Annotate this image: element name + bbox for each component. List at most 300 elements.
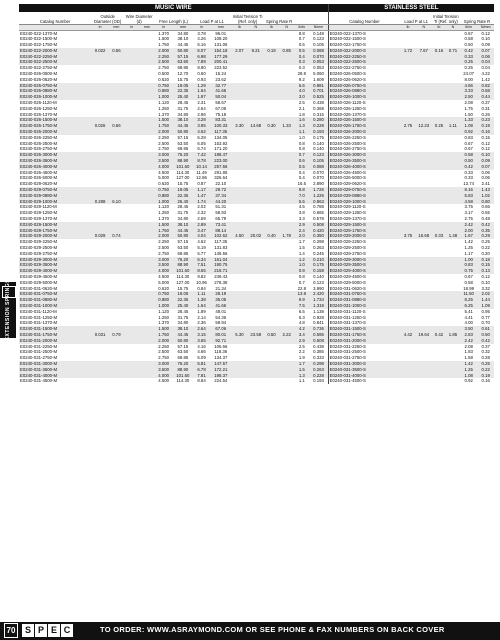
table-cell: 0.245 bbox=[313, 250, 324, 256]
table-cell: 3.30 bbox=[231, 123, 247, 129]
table-cell: 0.19 bbox=[477, 373, 494, 379]
table-cell: 0.298 bbox=[313, 239, 324, 245]
table-cell: 67.06 bbox=[210, 326, 231, 332]
table-cell: 1.500 bbox=[154, 222, 173, 228]
table-cell: 0.87 bbox=[197, 181, 206, 187]
table-cell bbox=[432, 378, 446, 384]
table-cell: 1.000 bbox=[154, 303, 173, 309]
unit-cell: N/mm bbox=[309, 25, 328, 31]
table-cell: 5.6 bbox=[294, 83, 309, 89]
table-cell: E0240-031-0620-M bbox=[20, 285, 58, 291]
table-cell: 1.67 bbox=[460, 233, 478, 239]
table-cell: 5.060 bbox=[313, 71, 324, 77]
col-wire-diameter: Wire Diameter (d) bbox=[125, 14, 153, 24]
table-cell: 1.370 bbox=[158, 111, 169, 117]
table-cell: E0240-031-3000-S bbox=[328, 361, 400, 367]
table-cell: 11.50 bbox=[460, 291, 478, 297]
table-cell: 6.25 bbox=[460, 303, 478, 309]
table-cell: E0240-022-2500-M bbox=[19, 59, 91, 65]
table-cell: E0240-026-0620-M bbox=[20, 76, 58, 82]
spec-logo bbox=[22, 624, 73, 637]
table-cell: 1.72 bbox=[400, 48, 415, 54]
table-cell: 102.62 bbox=[210, 233, 231, 239]
table-cell: 1.750 bbox=[154, 228, 173, 234]
spring-spec-table bbox=[19, 4, 494, 384]
table-cell: 0.12 bbox=[481, 273, 490, 279]
table-cell: E0240-022-1500-M bbox=[20, 36, 58, 42]
table-cell: 76.20 bbox=[173, 257, 193, 263]
table-cell: 22.35 bbox=[173, 88, 193, 94]
table-cell: 57.15 bbox=[173, 54, 193, 60]
table-cell: 0.28 bbox=[481, 355, 490, 361]
table-cell: 4.5 bbox=[298, 204, 305, 210]
table-cell: 28.19 bbox=[210, 291, 231, 297]
table-cell: 0.070 bbox=[313, 169, 324, 175]
table-cell: 2.250 bbox=[158, 134, 169, 140]
table-cell: 4.000 bbox=[154, 268, 173, 274]
table-cell: 0.193 bbox=[313, 378, 324, 384]
page-number: 70 bbox=[4, 623, 18, 638]
table-cell: 0.298 bbox=[309, 361, 328, 367]
table-cell: E0240-029-4500-S bbox=[328, 274, 400, 280]
table-cell: 0.070 bbox=[309, 54, 328, 60]
table-cell: 1.89 bbox=[197, 308, 206, 314]
table-cell: 117.35 bbox=[214, 239, 228, 245]
table-cell: 0.8 bbox=[298, 273, 305, 279]
table-cell: 14.68 bbox=[248, 123, 264, 129]
table-cell: E0240-031-4000-S bbox=[328, 373, 400, 379]
table-cell: 0.105 bbox=[309, 158, 328, 164]
table-cell: 118.36 bbox=[214, 349, 228, 355]
table-cell: 50.80 bbox=[173, 233, 193, 239]
table-cell bbox=[416, 378, 432, 384]
table-cell: E0240-022-2750-S bbox=[328, 65, 400, 71]
table-cell: E0240-026-3500-S bbox=[328, 158, 400, 164]
table-cell: 10.14 bbox=[193, 164, 211, 170]
table-cell: 0.3 bbox=[294, 59, 309, 65]
table-cell: 0.880 bbox=[154, 297, 173, 303]
table-cell: 0.20 bbox=[481, 250, 490, 256]
table-cell: 2.64 bbox=[197, 105, 206, 111]
table-cell: 0.420 bbox=[309, 228, 328, 234]
table-cell: E0240-029-0880-S bbox=[328, 193, 400, 199]
table-cell: 57.15 bbox=[177, 239, 189, 245]
table-cell: 0.928 bbox=[313, 314, 324, 320]
table-cell: 0.58 bbox=[477, 88, 494, 94]
table-cell: 4.500 bbox=[158, 273, 169, 279]
table-cell: 0.42 bbox=[477, 338, 494, 344]
table-cell: 3.000 bbox=[154, 361, 173, 367]
table-cell: 0.74 bbox=[109, 233, 124, 239]
table-cell: 0.22 bbox=[481, 244, 490, 250]
table-cell: 9.21 bbox=[248, 48, 264, 54]
table-cell: 134.37 bbox=[214, 355, 228, 361]
table-cell: 4.22 bbox=[481, 71, 490, 77]
table-cell: E0240-031-2250-M bbox=[20, 343, 58, 349]
table-row bbox=[19, 378, 494, 384]
table-cell: 1.47 bbox=[193, 193, 211, 199]
table-cell: 3.8 bbox=[298, 210, 305, 216]
table-cell: 8.16 bbox=[460, 187, 478, 193]
table-cell: E0240-031-0750-M bbox=[19, 291, 91, 297]
table-cell: 4.500 bbox=[158, 169, 169, 175]
col-catalog-number: Catalog Number bbox=[19, 12, 91, 25]
table-cell: 0.4 bbox=[298, 175, 305, 181]
table-cell: 2.4 bbox=[294, 228, 309, 234]
table-cell: 63.50 bbox=[177, 349, 189, 355]
table-cell: 0.053 bbox=[313, 65, 324, 71]
table-cell: 0.8 bbox=[298, 146, 305, 152]
table-cell: 7.67 bbox=[416, 48, 432, 54]
table-cell: 0.25 bbox=[464, 65, 473, 71]
table-cell bbox=[91, 378, 109, 384]
table-cell bbox=[446, 378, 460, 384]
table-cell: E0240-026-0750-M bbox=[19, 83, 91, 89]
table-cell: 0.18 bbox=[477, 257, 494, 263]
table-cell: 34.80 bbox=[177, 30, 189, 36]
table-cell: 0.525 bbox=[309, 94, 328, 100]
table-cell: E0240-029-1120-S bbox=[328, 204, 400, 210]
table-cell: 1.11 bbox=[193, 291, 211, 297]
table-cell: 0.44 bbox=[477, 94, 494, 100]
table-cell: 2.250 bbox=[154, 54, 173, 60]
table-cell: 0.33 bbox=[432, 233, 446, 239]
table-cell: 44.45 bbox=[173, 332, 193, 338]
table-cell: 2.00 bbox=[460, 228, 478, 234]
table-cell: 0.148 bbox=[313, 30, 324, 36]
table-cell: 4.000 bbox=[154, 164, 173, 170]
table-cell: 127.00 bbox=[176, 279, 190, 285]
table-cell: 0.5 bbox=[294, 48, 309, 54]
table-cell: 0.06 bbox=[477, 54, 494, 60]
table-cell: 0.23 bbox=[477, 117, 494, 123]
table-cell: 1.3 bbox=[294, 373, 309, 379]
table-cell: 12.70 bbox=[177, 71, 189, 77]
table-cell: 1.33 bbox=[279, 123, 294, 129]
table-cell: 58.67 bbox=[215, 100, 227, 106]
table-cell: 65.79 bbox=[215, 216, 227, 221]
table-cell: 2.89 bbox=[193, 222, 211, 228]
table-cell: 1.64 bbox=[193, 303, 211, 309]
logo-letter: S bbox=[22, 624, 34, 637]
table-cell: 7.51 bbox=[193, 262, 211, 268]
table-cell: 2.31 bbox=[197, 100, 206, 106]
table-cell: 1.370 bbox=[158, 320, 169, 326]
table-cell: 19.05 bbox=[173, 187, 193, 193]
table-cell: E0240-029-2750-S bbox=[328, 251, 400, 257]
table-cell: 8.84 bbox=[197, 378, 206, 384]
table-cell: 0.880 bbox=[154, 193, 173, 199]
table-cell: 28.45 bbox=[177, 100, 189, 106]
table-cell: 0.963 bbox=[309, 199, 328, 205]
table-cell: 0.09 bbox=[477, 158, 494, 164]
table-cell: 1.0 bbox=[294, 262, 309, 268]
table-cell: 2.500 bbox=[158, 140, 169, 146]
table-cell: 4.42 bbox=[400, 332, 415, 338]
table-cell: 83.31 bbox=[210, 117, 231, 123]
table-cell: E0240-029-2750-M bbox=[20, 250, 58, 256]
table-cell: E0240-031-2500-M bbox=[20, 349, 58, 355]
table-cell: E0240-029-1370-M bbox=[20, 216, 58, 221]
table-cell: 2.000 bbox=[154, 233, 173, 239]
table-cell: 1.120 bbox=[158, 100, 169, 106]
table-cell: 1.9 bbox=[298, 355, 305, 361]
table-cell: 0.19 bbox=[264, 48, 279, 54]
table-cell: 22.35 bbox=[173, 193, 193, 199]
table-cell: 88.90 bbox=[173, 158, 193, 164]
table-cell: E0240-022-2250-M bbox=[19, 54, 91, 60]
table-cell: 0.385 bbox=[313, 349, 324, 355]
table-cell: 6.10 bbox=[109, 199, 124, 205]
table-cell: 0.16 bbox=[477, 129, 494, 135]
table-cell: 1.42 bbox=[460, 361, 478, 367]
table-cell: E0240-029-0750-M bbox=[19, 187, 91, 193]
table-cell: E0240-029-3000-M bbox=[19, 257, 91, 263]
table-cell: 2.750 bbox=[158, 250, 169, 256]
table-cell: 0.368 bbox=[313, 105, 324, 111]
table-cell: E0240-022-1500-S bbox=[328, 36, 400, 42]
table-cell: E0240-031-4500-S bbox=[328, 378, 400, 384]
table-cell: 2.42 bbox=[460, 222, 478, 228]
col-ss-initial-tension: Initial Tension Ti (Ref. only) bbox=[433, 14, 459, 24]
table-cell: 6.98 bbox=[193, 54, 211, 60]
table-cell: 0.26 bbox=[481, 111, 490, 117]
table-cell: 0.67 bbox=[464, 140, 473, 146]
table-cell: 2.1 bbox=[298, 105, 305, 111]
table-cell: 3.78 bbox=[197, 30, 206, 36]
table-cell: E0240-031-2750-S bbox=[328, 355, 400, 361]
table-cell: 5.16 bbox=[197, 42, 206, 48]
table-cell: 50.04 bbox=[210, 94, 231, 100]
table-cell: E0240-031-0750-S bbox=[328, 291, 400, 297]
table-cell: 92.71 bbox=[210, 338, 231, 344]
table-cell: E0240-029-1500-S bbox=[328, 222, 400, 228]
table-cell bbox=[400, 378, 415, 384]
unit-cell: N/mm bbox=[477, 25, 494, 31]
table-cell: 0.263 bbox=[309, 367, 328, 373]
table-cell: E0240-029-0620-S bbox=[328, 181, 400, 187]
table-cell bbox=[124, 378, 139, 384]
table-cell: E0240-022-1750-S bbox=[328, 42, 400, 48]
table-cell: 25.40 bbox=[173, 303, 193, 309]
table-cell: 101.60 bbox=[173, 164, 193, 170]
table-cell: 44.45 bbox=[177, 42, 189, 48]
table-cell: 3.32 bbox=[481, 285, 490, 291]
table-cell: 5.3 bbox=[298, 314, 305, 320]
table-cell: 9.2 bbox=[298, 76, 305, 82]
table-cell: E0240-029-2250-S bbox=[328, 239, 400, 245]
table-cell: E0240-031-3000-M bbox=[19, 361, 91, 367]
table-cell: 0.58 bbox=[464, 36, 473, 42]
table-cell: 31.75 bbox=[177, 210, 189, 216]
table-cell: E0240-026-4000-M bbox=[19, 164, 91, 170]
table-cell: E0240-026-1250-M bbox=[20, 105, 58, 111]
table-cell: 34.80 bbox=[177, 320, 189, 326]
col-spring-rate-extra bbox=[294, 12, 328, 25]
logo-letter: C bbox=[61, 624, 73, 637]
table-cell: 6.5 bbox=[298, 308, 305, 314]
table-cell: 5.5 bbox=[294, 199, 309, 205]
table-cell: 0.50 bbox=[477, 332, 494, 338]
table-cell: E0240-026-1120-S bbox=[328, 100, 400, 106]
table-cell: 0.750 bbox=[154, 83, 173, 89]
table-cell: E0240-029-1500-M bbox=[19, 222, 91, 228]
table-cell: 5.41 bbox=[464, 308, 473, 314]
table-cell: 127.00 bbox=[176, 175, 190, 181]
table-cell: 0.029 bbox=[91, 233, 109, 239]
table-cell: 88.90 bbox=[173, 262, 193, 268]
table-cell: 0.66 bbox=[481, 204, 490, 210]
unit-cell: lb bbox=[432, 25, 446, 31]
table-cell: 0.33 bbox=[464, 175, 473, 181]
table-cell: E0240-026-2750-M bbox=[20, 146, 58, 152]
table-cell bbox=[231, 378, 247, 384]
table-cell: E0240-026-4500-M bbox=[20, 169, 58, 175]
table-cell: 28.45 bbox=[177, 204, 189, 210]
table-cell: 2.750 bbox=[158, 355, 169, 361]
unit-cell: N bbox=[279, 25, 294, 31]
table-cell: E0240-026-1000-M bbox=[19, 94, 91, 100]
table-cell: 4.16 bbox=[197, 343, 206, 349]
table-cell: 22.8 bbox=[297, 285, 307, 291]
table-cell: 257.56 bbox=[210, 164, 231, 170]
table-cell: 6.05 bbox=[197, 140, 206, 146]
table-cell: 76.20 bbox=[173, 152, 193, 158]
table-cell: 3.75 bbox=[464, 204, 473, 210]
table-cell: 28.9 bbox=[297, 71, 307, 77]
col-initial-tension: Initial Tension Ti (Ref. only) bbox=[232, 14, 263, 24]
table-cell: 3.000 bbox=[154, 257, 173, 263]
table-cell: 2.750 bbox=[158, 146, 169, 152]
table-cell: E0240-031-1500-M bbox=[19, 326, 91, 332]
column-header-row bbox=[19, 12, 494, 25]
table-cell: 2.0 bbox=[294, 233, 309, 239]
table-cell: 0.42 bbox=[460, 48, 478, 54]
table-cell: E0240-026-1750-S bbox=[328, 123, 400, 129]
table-cell: E0240-026-4500-S bbox=[328, 170, 400, 176]
table-cell: E0240-031-2000-M bbox=[19, 338, 91, 344]
table-cell: 0.55 bbox=[481, 210, 490, 216]
table-cell: E0240-026-2250-M bbox=[20, 134, 58, 140]
table-cell: 16.5 bbox=[297, 181, 307, 187]
table-cell: 0.123 bbox=[313, 279, 324, 285]
table-cell: 0.32 bbox=[481, 349, 490, 355]
table-cell: E0240-022-2750-M bbox=[20, 65, 58, 71]
table-cell: 3.33 bbox=[460, 88, 478, 94]
table-cell: E0240-031-1750-S bbox=[328, 332, 400, 338]
table-cell: 0.04 bbox=[477, 59, 494, 65]
table-cell: 0.37 bbox=[481, 343, 490, 349]
table-cell: 0.10 bbox=[477, 152, 494, 158]
table-cell: 117.35 bbox=[210, 129, 231, 135]
table-cell: 161.04 bbox=[210, 257, 231, 263]
table-cell: 3.17 bbox=[464, 210, 473, 216]
table-cell: 8.78 bbox=[193, 158, 211, 164]
table-cell: 1.250 bbox=[158, 314, 169, 320]
table-cell: 15.75 bbox=[177, 181, 189, 187]
table-cell: E0240-029-4500-M bbox=[20, 273, 58, 279]
table-cell: 0.84 bbox=[197, 285, 206, 291]
side-tab bbox=[0, 279, 16, 341]
table-cell: 0.48 bbox=[481, 216, 490, 221]
table-cell: 12.86 bbox=[196, 175, 207, 181]
table-cell: 0.088 bbox=[309, 164, 328, 170]
table-cell: E0240-031-4500-M bbox=[20, 378, 58, 384]
logo-letter: P bbox=[35, 624, 47, 637]
table-cell: E0240-029-5000-S bbox=[328, 280, 400, 286]
table-cell: 0.263 bbox=[313, 244, 324, 250]
table-cell bbox=[139, 378, 154, 384]
table-cell: 0.25 bbox=[432, 123, 446, 129]
table-cell: 2.02 bbox=[477, 291, 494, 297]
table-cell: E0240-026-4000-S bbox=[328, 164, 400, 170]
table-cell: 0.193 bbox=[309, 129, 328, 135]
table-cell: 44.45 bbox=[173, 228, 193, 234]
unit-cell: lb/in bbox=[294, 25, 309, 31]
table-cell bbox=[264, 378, 279, 384]
table-cell: 50.80 bbox=[173, 48, 193, 54]
unit-cell: lb bbox=[231, 25, 247, 31]
table-cell: E0240-031-1370-S bbox=[328, 320, 400, 326]
unit-cell: in bbox=[193, 25, 211, 31]
table-cell: 5.000 bbox=[158, 279, 169, 285]
table-cell: 1.726 bbox=[309, 187, 328, 193]
table-cell: 23.58 bbox=[248, 332, 264, 338]
table-cell: E0240-029-0880-M bbox=[19, 193, 91, 199]
table-cell: 0.280 bbox=[309, 117, 328, 123]
table-cell: 76.20 bbox=[173, 361, 193, 367]
table-cell: 0.508 bbox=[309, 222, 328, 228]
table-cell: 3.3 bbox=[298, 216, 305, 221]
table-cell: 3.15 bbox=[193, 332, 211, 338]
table-cell: E0240-029-1250-S bbox=[328, 210, 400, 216]
table-cell: 0.026 bbox=[91, 123, 109, 129]
table-cell: 0.070 bbox=[313, 175, 324, 181]
table-cell: 0.85 bbox=[279, 48, 294, 54]
spring-table-container bbox=[19, 4, 494, 384]
table-cell: 147.57 bbox=[210, 361, 231, 367]
table-cell: 0.82 bbox=[477, 83, 494, 89]
col-spring-rate: Spring Rate R bbox=[264, 12, 294, 25]
table-cell: 1.250 bbox=[158, 105, 169, 111]
table-cell: 1.750 bbox=[154, 123, 173, 129]
table-cell: 1.000 bbox=[154, 199, 173, 205]
table-cell: 0.438 bbox=[313, 100, 324, 106]
table-cell: 5.81 bbox=[193, 361, 211, 367]
table-cell: E0240-029-1750-M bbox=[19, 228, 91, 234]
table-cell: 2.890 bbox=[313, 181, 324, 187]
unit-cell: lb bbox=[264, 25, 279, 31]
table-cell: 0.175 bbox=[313, 134, 324, 140]
table-cell: 1.319 bbox=[309, 303, 328, 309]
table-cell: 1.85 bbox=[446, 332, 460, 338]
table-cell: 0.71 bbox=[446, 48, 460, 54]
table-cell: 101.60 bbox=[173, 373, 193, 379]
section-title-row bbox=[19, 4, 494, 12]
table-cell: 2.5 bbox=[298, 343, 305, 349]
table-cell: 108.20 bbox=[214, 36, 228, 42]
table-cell: 63.50 bbox=[173, 59, 193, 65]
table-cell: E0240-026-1500-S bbox=[328, 117, 400, 123]
table-cell: 4.0 bbox=[294, 88, 309, 94]
table-cell: 2.5 bbox=[298, 100, 305, 106]
table-cell: 54.36 bbox=[215, 314, 227, 320]
table-cell: 0.7 bbox=[298, 36, 305, 42]
table-cell: 0.06 bbox=[481, 169, 490, 175]
table-cell: 6.34 bbox=[193, 257, 211, 263]
table-cell: 22.35 bbox=[173, 297, 193, 303]
table-cell: E0240-031-1000-M bbox=[19, 303, 91, 309]
